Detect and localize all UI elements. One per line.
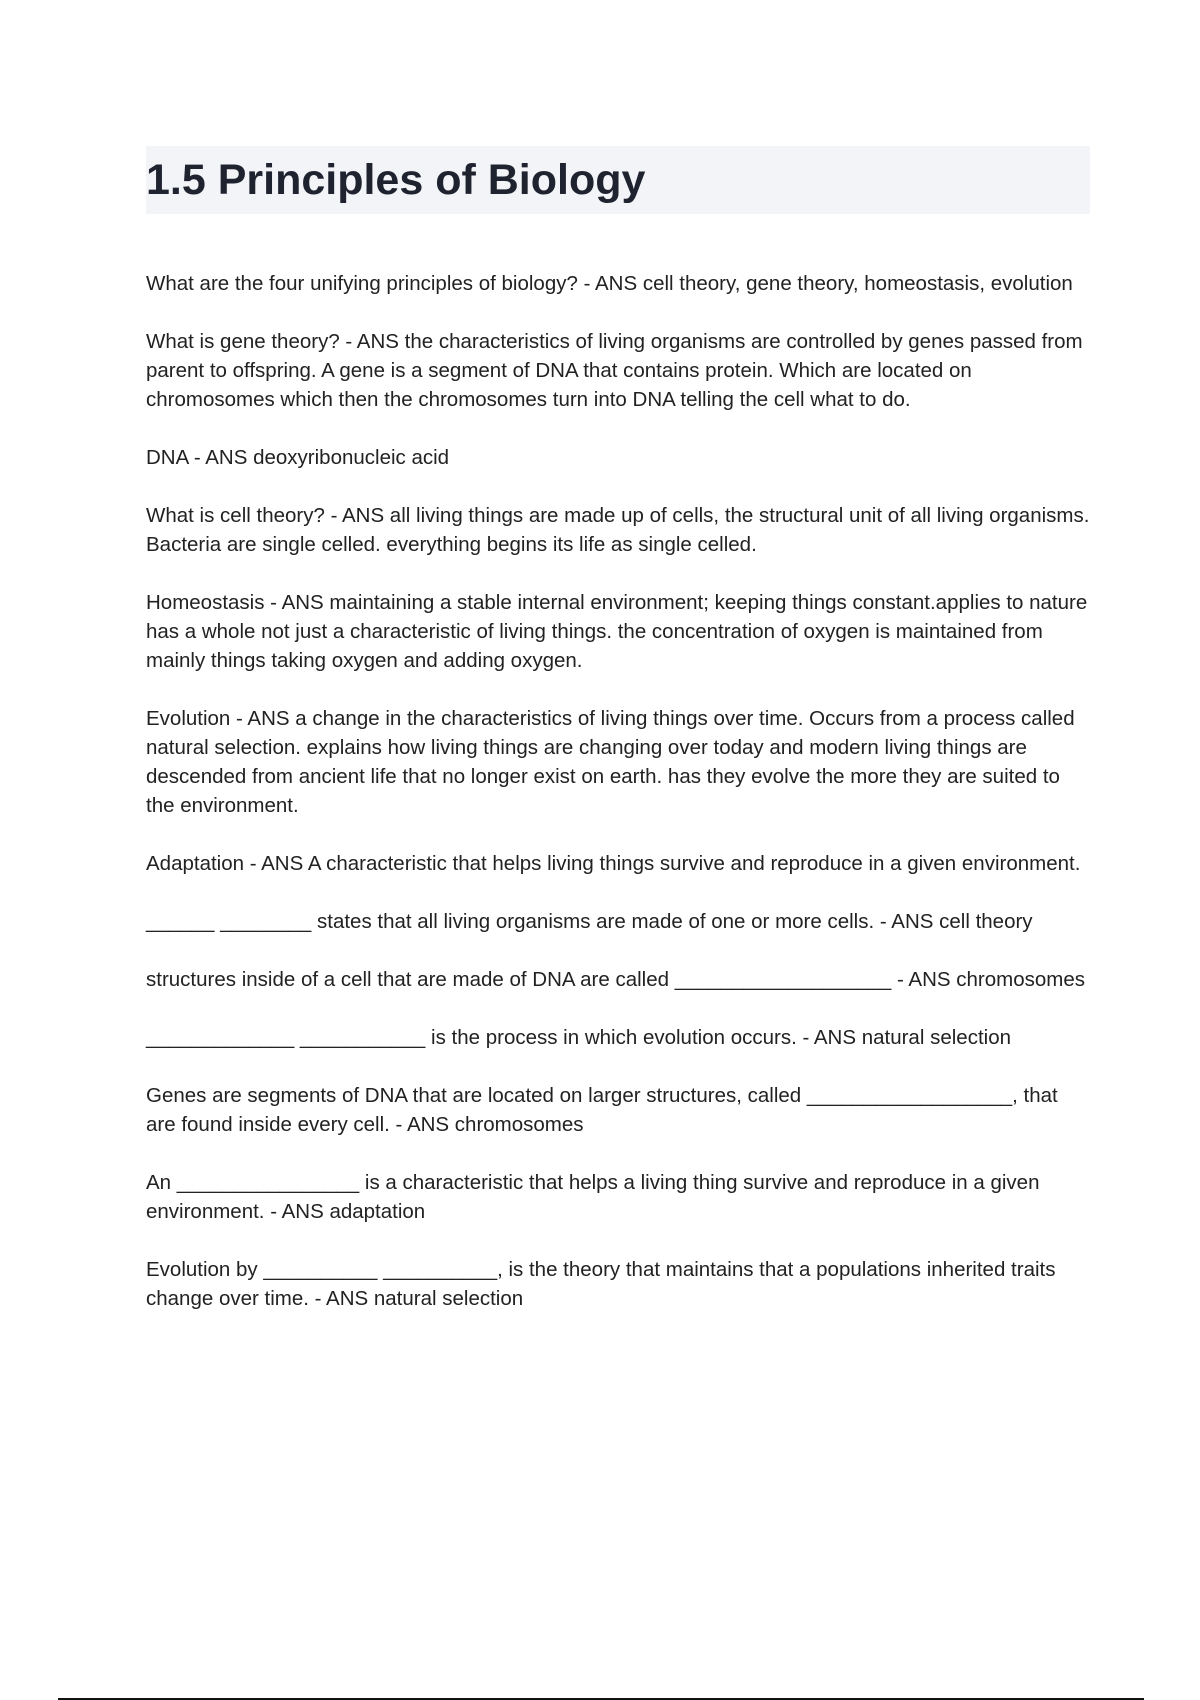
qa-entry-fill-chromosomes: structures inside of a cell that are made of DNA are called ___________________ - ANS chromosomes (146, 968, 1085, 991)
qa-entry-fill-adaptation: An ________________ is a characteristic that helps a living thing survive and reproduce in a given environment. - ANS adaptation (146, 1171, 1046, 1223)
qa-entry-fill-genes-chromosomes: Genes are segments of DNA that are located on larger structures, called __________________, that are found inside every cell. - ANS chromosomes (146, 1084, 1064, 1136)
footer-divider (58, 1698, 1144, 1700)
qa-entry-fill-cell-theory: ______ ________ states that all living organisms are made of one or more cells. - ANS cell theory (146, 910, 1033, 933)
qa-list (146, 269, 1096, 1313)
qa-entry-fill-evolution-by: Evolution by __________ __________, is the theory that maintains that a populations inherited traits change over time. - ANS natural selection (146, 1258, 1062, 1310)
qa-entry-dna: DNA - ANS deoxyribonucleic acid (146, 446, 450, 469)
qa-entry-gene-theory: What is gene theory? - ANS the characteristics of living organisms are controlled by genes passed from parent to offspring. A gene is a segment of DNA that contains protein. Which are located on chromosomes which then the chromosomes turn into DNA telling the cell what to do. (146, 330, 1089, 411)
qa-entry-fill-natural-selection: _____________ ___________ is the process in which evolution occurs. - ANS natural selection (146, 1026, 1011, 1049)
qa-entry-evolution: Evolution - ANS a change in the characteristics of living things over time. Occurs from a process called natural selection. explains how living things are changing over today and modern living things are descended from ancient life that no longer exist on earth. has they evolve the more they are suited to the environment. (146, 707, 1081, 817)
qa-entry-adaptation: Adaptation - ANS A characteristic that helps living things survive and reproduce in a given environment. (146, 852, 1081, 875)
document-page (146, 146, 1096, 1342)
page-title: 1.5 Principles of Biology (146, 155, 646, 204)
qa-entry-homeostasis: Homeostasis - ANS maintaining a stable internal environment; keeping things constant.applies to nature has a whole not just a characteristic of living things. the concentration of oxygen is maintained from mainly things taking oxygen and adding oxygen. (146, 591, 1093, 672)
qa-entry-unifying-principles: What are the four unifying principles of biology? - ANS cell theory, gene theory, homeostasis, evolution (146, 272, 1073, 295)
qa-entry-cell-theory: What is cell theory? - ANS all living things are made up of cells, the structural unit of all living organisms. Bacteria are single celled. everything begins its life as single celled. (146, 504, 1096, 556)
title-bar (146, 146, 1090, 214)
